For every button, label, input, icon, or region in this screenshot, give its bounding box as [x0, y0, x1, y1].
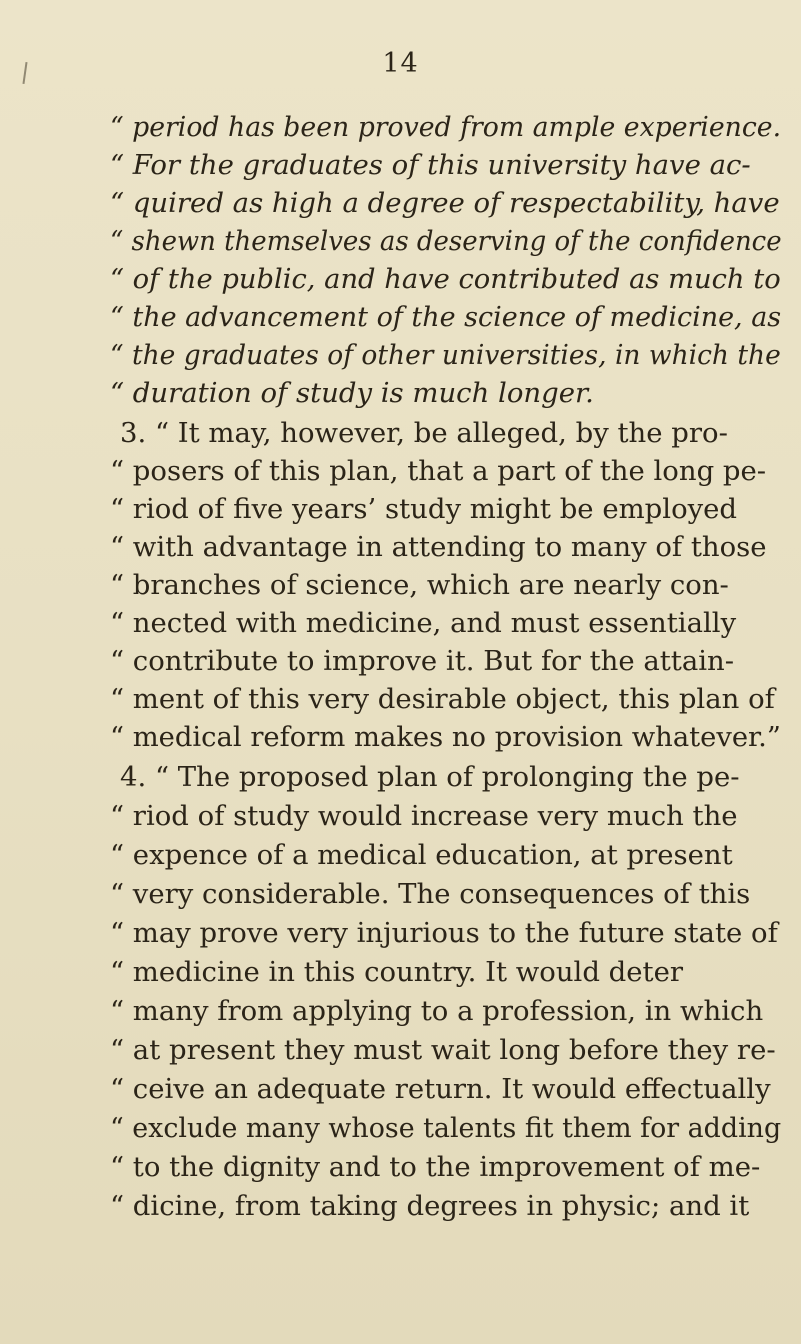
text-line: “ the advancement of the science of medicine, as [110, 301, 782, 333]
text-line: “ medicine in this country. It would deter [110, 956, 684, 988]
text-line: “ nected with medicine, and must essentially [110, 607, 737, 639]
text-line: “ quired as high a degree of respectability, have [110, 187, 780, 219]
text-line: “ to the dignity and to the improvement of me- [110, 1151, 761, 1183]
text-line: “ contribute to improve it. But for the attain- [110, 645, 735, 677]
text-line: “ the graduates of other universities, in which the [110, 339, 781, 371]
text-line: “ ceive an adequate return. It would effectually [110, 1073, 771, 1105]
text-line: “ dicine, from taking degrees in physic; and it [110, 1190, 750, 1222]
text-line: “ medical reform makes no provision whatever.” [110, 721, 781, 753]
text-line: “ shewn themselves as deserving of the confidence [110, 225, 782, 257]
text-line: 3. “ It may, however, be alleged, by the pro- [120, 417, 728, 449]
text-line: “ exclude many whose talents fit them for adding [110, 1112, 782, 1144]
page-number: 14 [382, 48, 419, 79]
text-line: “ very considerable. The consequences of this [110, 878, 751, 910]
text-line: “ ment of this very desirable object, this plan of [110, 683, 775, 715]
text-line: “ many from applying to a profession, in which [110, 995, 764, 1027]
text-line: “ at present they must wait long before they re- [110, 1034, 776, 1066]
text-line: “ with advantage in attending to many of those [110, 531, 767, 563]
text-line: “ duration of study is much longer. [110, 377, 594, 409]
text-line: 4. “ The proposed plan of prolonging the pe- [120, 761, 740, 793]
text-line: “ may prove very injurious to the future state of [110, 917, 778, 949]
text-line: “ of the public, and have contributed as much to [110, 263, 781, 295]
text-line: “ posers of this plan, that a part of the long pe- [110, 455, 767, 487]
text-line: “ period has been proved from ample experience. [110, 111, 782, 143]
text-line: “ expence of a medical education, at present [110, 839, 733, 871]
text-line: “ For the graduates of this university have ac- [110, 149, 751, 181]
text-line: “ riod of five years’ study might be employed [110, 493, 738, 525]
text-line: “ riod of study would increase very much the [110, 800, 738, 832]
text-line: “ branches of science, which are nearly con- [110, 569, 729, 601]
